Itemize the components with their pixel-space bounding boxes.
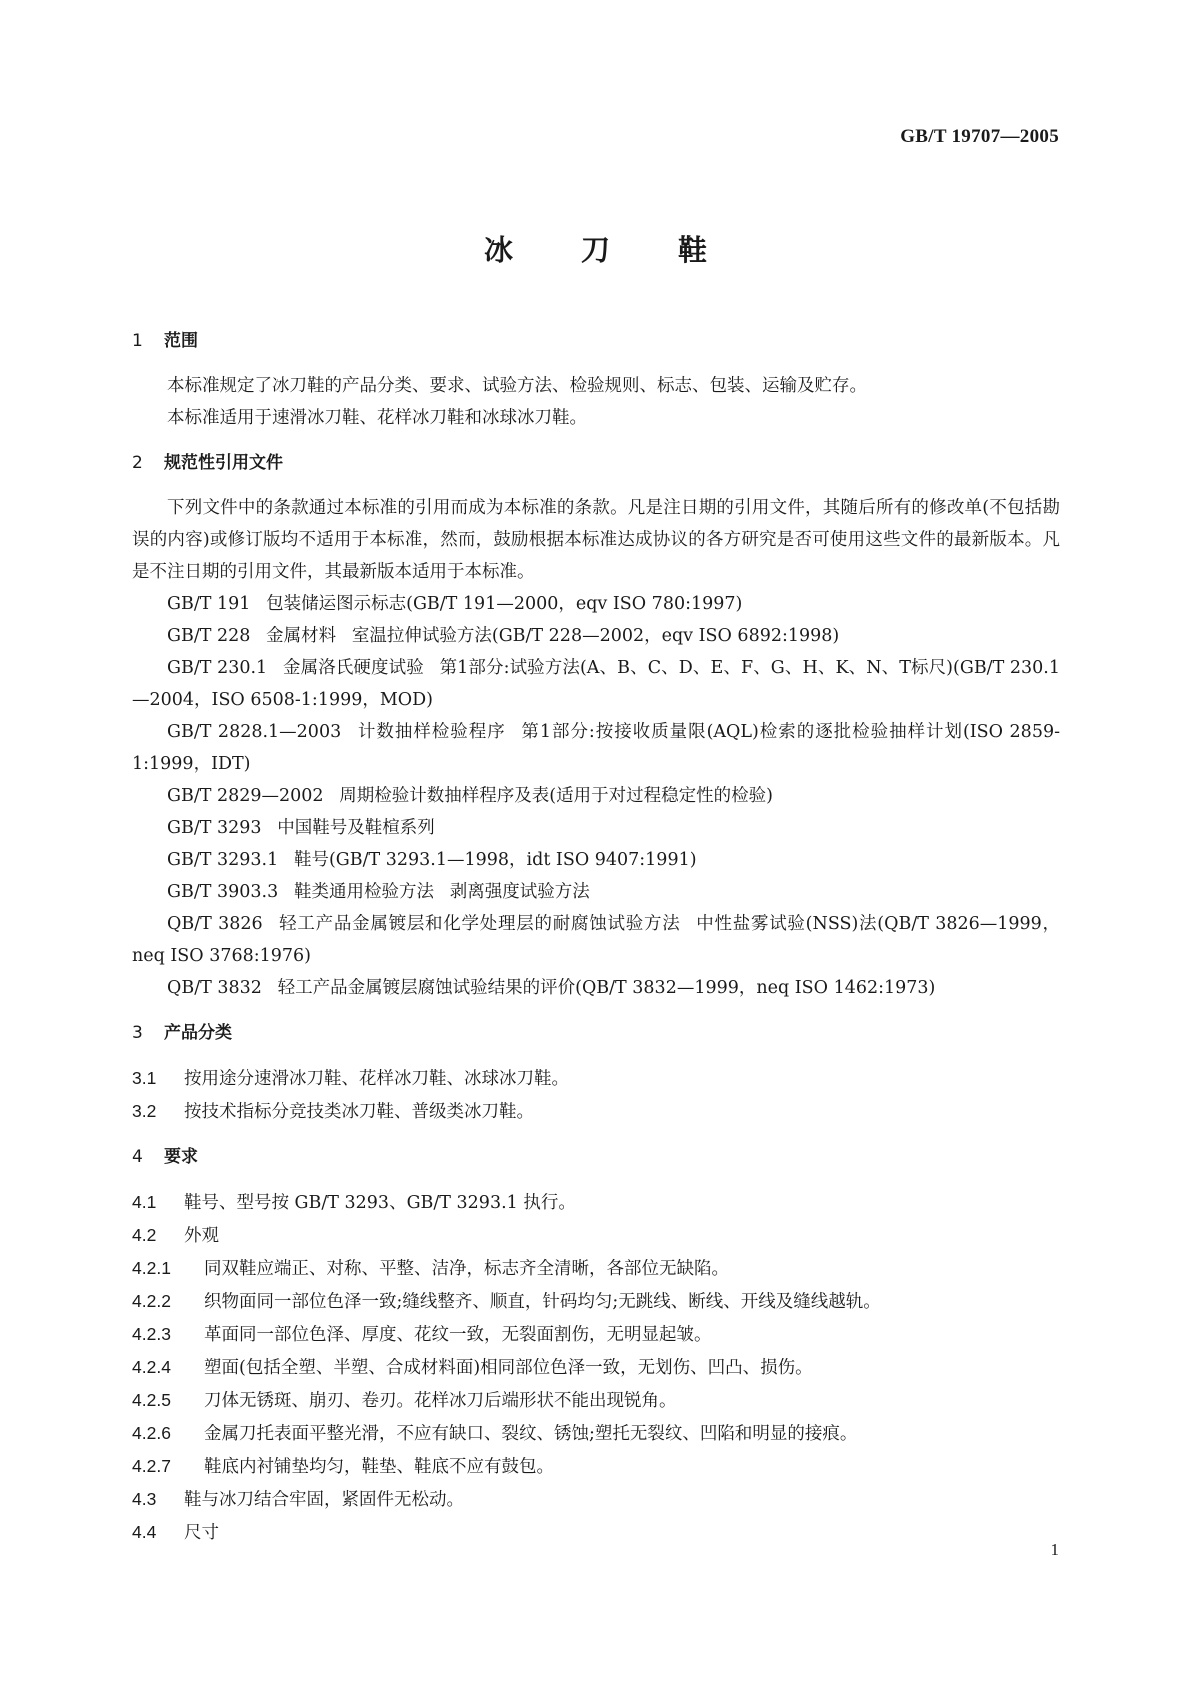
section-heading-requirements: 4 要求 (132, 1147, 198, 1167)
clause-item: 4.3 鞋与冰刀结合牢固，紧固件无松动。 (132, 1489, 464, 1510)
section-heading-classification: 3 产品分类 (132, 1023, 232, 1043)
reference-item: GB/T 2829—2002 周期检验计数抽样程序及表(适用于对过程稳定性的检验) (167, 786, 773, 806)
clause-item: 4.2.5 刀体无锈斑、崩刃、卷刃。花样冰刀后端形状不能出现锐角。 (132, 1390, 677, 1411)
reference-item: GB/T 230.1 金属洛氏硬度试验 第1部分:试验方法(A、B、C、D、E、F、G、H、K、N、T标尺)(GB/T 230.1—2004，ISO 6508-1:1999，MOD) (132, 658, 1061, 710)
clause-item: 4.2.7 鞋底内衬铺垫均匀，鞋垫、鞋底不应有鼓包。 (132, 1456, 554, 1477)
title-char: 刀 (580, 233, 610, 267)
reference-item: QB/T 3826 轻工产品金属镀层和化学处理层的耐腐蚀试验方法 中性盐雾试验(NSS)法(QB/T 3826—1999，neq ISO 3768:1976) (132, 914, 1061, 966)
clause-item: 4.2.3 革面同一部位色泽、厚度、花纹一致，无裂面割伤，无明显起皱。 (132, 1324, 712, 1345)
reference-item: GB/T 3293 中国鞋号及鞋楦系列 (167, 818, 435, 838)
page-number: 1 (1050, 1540, 1059, 1559)
paragraph: 本标准规定了冰刀鞋的产品分类、要求、试验方法、检验规则、标志、包装、运输及贮存。 (167, 376, 867, 396)
clause-item: 4.2 外观 (132, 1225, 219, 1246)
reference-item: GB/T 2828.1—2003 计数抽样检验程序 第1部分:按接收质量限(AQL)检索的逐批检验抽样计划(ISO 2859-1:1999，IDT) (132, 722, 1060, 774)
section-heading-normative-references: 2 规范性引用文件 (132, 453, 283, 473)
document-body (132, 325, 1060, 1549)
reference-item: GB/T 3903.3 鞋类通用检验方法 剥离强度试验方法 (167, 882, 590, 902)
clause-item: 4.2.1 同双鞋应端正、对称、平整、洁净，标志齐全清晰，各部位无缺陷。 (132, 1258, 729, 1279)
section-heading-scope: 1 范围 (132, 331, 198, 351)
title-char: 鞋 (678, 233, 708, 267)
reference-item: GB/T 228 金属材料 室温拉伸试验方法(GB/T 228—2002，eqv ISO 6892:1998) (167, 626, 840, 646)
reference-item: QB/T 3832 轻工产品金属镀层腐蚀试验结果的评价(QB/T 3832—1999，neq ISO 1462:1973) (167, 978, 936, 998)
clause-item: 4.2.4 塑面(包括全塑、半塑、合成材料面)相同部位色泽一致，无划伤、凹凸、损伤。 (132, 1357, 813, 1378)
clause-item: 4.2.6 金属刀托表面平整光滑，不应有缺口、裂纹、锈蚀;塑托无裂纹、凹陷和明显的接痕。 (132, 1423, 858, 1444)
reference-item: GB/T 191 包装储运图示标志(GB/T 191—2000，eqv ISO 780:1997) (167, 594, 743, 614)
title-char: 冰 (483, 233, 513, 267)
clause-item: 3.1 按用途分速滑冰刀鞋、花样冰刀鞋、冰球冰刀鞋。 (132, 1068, 569, 1089)
paragraph: 本标准适用于速滑冰刀鞋、花样冰刀鞋和冰球冰刀鞋。 (167, 408, 587, 428)
clause-item: 4.4 尺寸 (132, 1522, 219, 1543)
reference-item: GB/T 3293.1 鞋号(GB/T 3293.1—1998，idt ISO 9407:1991) (167, 850, 697, 870)
document-title (0, 228, 1191, 269)
clause-item: 3.2 按技术指标分竞技类冰刀鞋、普级类冰刀鞋。 (132, 1101, 534, 1122)
paragraph: 下列文件中的条款通过本标准的引用而成为本标准的条款。凡是注日期的引用文件，其随后所有的修改单(不包括勘误的内容)或修订版均不适用于本标准，然而，鼓励根据本标准达成协议的各方研究是否可使用这些文件的最新版本。凡是不注日期的引用文件，其最新版本适用于本标准。 (132, 498, 1060, 582)
clause-item: 4.2.2 织物面同一部位色泽一致;缝线整齐、顺直，针码均匀;无跳线、断线、开线及缝线越轨。 (132, 1291, 881, 1312)
clause-item: 4.1 鞋号、型号按 GB/T 3293、GB/T 3293.1 执行。 (132, 1192, 576, 1213)
standard-number: GB/T 19707—2005 (900, 126, 1059, 147)
